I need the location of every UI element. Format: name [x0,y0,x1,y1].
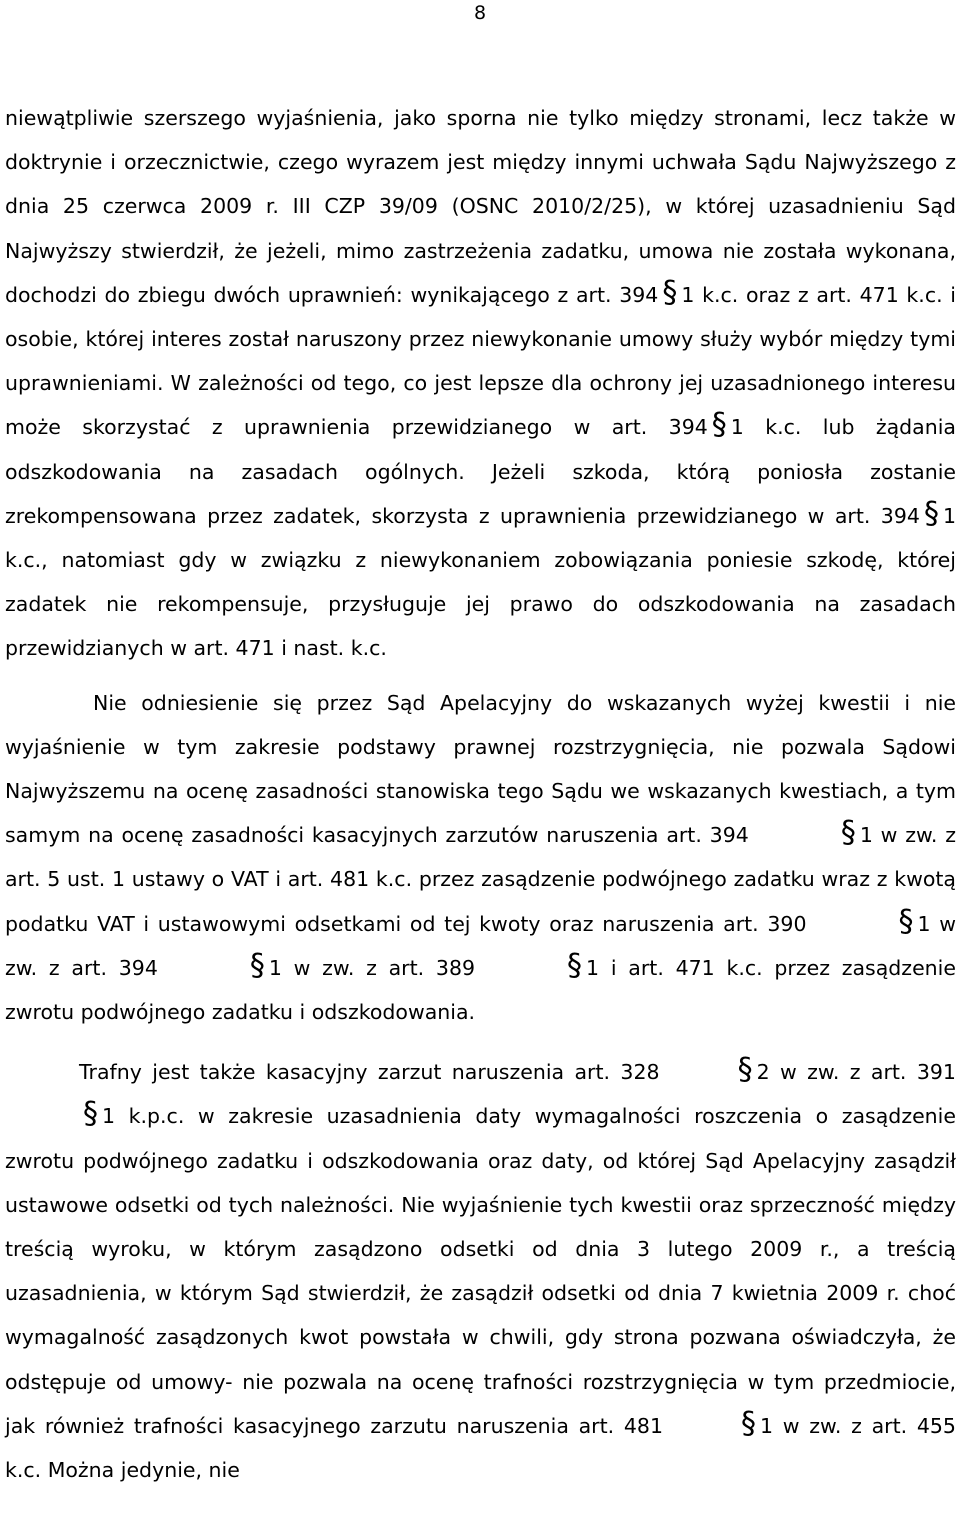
text-span: 2 w zw. z art. 391 [756,1060,956,1085]
text-span: Trafny jest także kasacyjny zarzut naruszenia art. 328 [79,1060,660,1085]
paragraph-zarzut-328: Trafny jest także kasacyjny zarzut naruszenia art. 328 § 2 w zw. z art. 391§ 1 k.p.c. w zakresie uzasadnienia daty wymagalności roszczenia o zasądzenie zwrotu podwójnego zadatku i odszkodowania oraz daty, od której Sąd Apelacyjny zasądził ustawowe odsetki od tych należności. Nie wyjaśnienie tych kwestii oraz sprzeczność między treścią wyroku, w którym zasądzono odsetki od dnia 3 lutego 2009 r., a treścią uzasadnienia, w którym Sąd stwierdził, że zasądził odsetki od dnia 7 kwietnia 2009 r. choć wymagalność zasądzonych kwot powstała w chwili, gdy strona pozwana oświadczyła, że odstępuje od umowy- nie pozwala na ocenę trafności rozstrzygnięcia w tym przedmiocie, jak również trafności kasacyjnego zarzutu naruszenia art. 481 § 1 w zw. z art. 455 k.c. Można jedynie, nie [5,1052,956,1483]
text-span: 1 w zw. z art. 394 [5,911,956,980]
text-span: niewątpliwie szerszego wyjaśnienia, jako sporna nie tylko między stronami, lecz także w doktrynie i orzecznictwie, czego wyrazem jest między innymi uchwała Sądu Najwyższego z dnia 25 czerwca 2009 r. III CZP 39/09 (OSNC 2010/2/25), w której uzasadnieniu Sąd Najwyższy stwierdził, że jeżeli, mimo zastrzeżenia zadatku, umowa nie została wykonana, dochodzi do zbiegu dwóch uprawnień: wynikającego z art. 394 [5,106,956,307]
text-span: 1 k.c. oraz z art. 471 k.c. i osobie, której interes został naruszony przez niewykonanie umowy służy wybór między tymi uprawnieniami. W zależności od tego, co jest lepsze dla ochrony jej uzasadnionego interesu może skorzystać z uprawnienia przewidzianego w art. 394 [5,282,956,440]
paragraph-zadatek-uprawnienia: niewątpliwie szerszego wyjaśnienia, jako sporna nie tylko między stronami, lecz także w doktrynie i orzecznictwie, czego wyrazem jest między innymi uchwała Sądu Najwyższego z dnia 25 czerwca 2009 r. III CZP 39/09 (OSNC 2010/2/25), w której uzasadnieniu Sąd Najwyższy stwierdził, że jeżeli, mimo zastrzeżenia zadatku, umowa nie została wykonana, dochodzi do zbiegu dwóch uprawnień: wynikającego z art. 394 § 1 k.c. oraz z art. 471 k.c. i osobie, której interes został naruszony przez niewykonanie umowy służy wybór między tymi uprawnieniami. W zależności od tego, co jest lepsze dla ochrony jej uzasadnionego interesu może skorzystać z uprawnienia przewidzianego w art. 394 § 1 k.c. lub żądania odszkodowania na zasadach ogólnych. Jeżeli szkoda, którą poniosła zostanie zrekompensowana przez zadatek, skorzysta z uprawnienia przewidzianego w art. 394 § 1 k.c., natomiast gdy w związku z niewykonaniem zobowiązania poniesie szkodę, której zadatek nie rekompensuje, przysługuje jej prawo do odszkodowania na zasadach przewidzianych w art. 471 i nast. k.c. [5,106,956,661]
page-number: 8 [473,2,487,24]
text-span: Nie odniesienie się przez Sąd Apelacyjny do wskazanych wyżej kwestii i nie wyjaśnienie w tym zakresie podstawy prawnej rozstrzygnięcia, nie pozwala Sądowi Najwyższemu na ocenę zasadności stanowiska tego Sądu we wskazanych kwestiach, a tym samym na ocenę zasadności kasacyjnych zarzutów naruszenia art. 394 [5,690,956,848]
text-span: 1 w zw. z art. 5 ust. 1 ustawy o VAT i art. 481 k.c. przez zasądzenie podwójnego zadatku wraz z kwotą podatku VAT i ustawowymi odsetkami od tej kwoty oraz naruszenia art. 390 [5,823,956,936]
text-span: 1 w zw. z art. 455 k.c. Można jedynie, nie [5,1413,956,1483]
text-span: 1 k.c., natomiast gdy w związku z niewykonaniem zobowiązania poniesie szkodę, której zadatek nie rekompensuje, przysługuje jej prawo do odszkodowania na zasadach przewidzianych w art. 471 i nast. k.c. [5,503,956,661]
paragraph-sad-apelacyjny: Nie odniesienie się przez Sąd Apelacyjny do wskazanych wyżej kwestii i nie wyjaśnienie w tym zakresie podstawy prawnej rozstrzygnięcia, nie pozwala Sądowi Najwyższemu na ocenę zasadności stanowiska tego Sądu we wskazanych kwestiach, a tym samym na ocenę zasadności kasacyjnych zarzutów naruszenia art. 394 § 1 w zw. z art. 5 ust. 1 ustawy o VAT i art. 481 k.c. przez zasądzenie podwójnego zadatku wraz z kwotą podatku VAT i ustawowymi odsetkami od tej kwoty oraz naruszenia art. 390 § 1 w zw. z art. 394 § 1 w zw. z art. 389 § 1 i art. 471 k.c. przez zasądzenie zwrotu podwójnego zadatku i odszkodowania. [5,690,956,1025]
document-text [5,96,956,1492]
text-span: 1 k.p.c. w zakresie uzasadnienia daty wymagalności roszczenia o zasądzenie zwrotu podwójnego zadatku i odszkodowania oraz daty, od której Sąd Apelacyjny zasądził ustawowe odsetki od tych należności. Nie wyjaśnienie tych kwestii oraz sprzeczność między treścią wyroku, w którym zasądzono odsetki od dnia 3 lutego 2009 r., a treścią uzasadnienia, w którym Sąd stwierdził, że zasądził odsetki od dnia 7 kwietnia 2009 r. choć wymagalność zasądzonych kwot powstała w chwili, gdy strona pozwana oświadczyła, że odstępuje od umowy- nie pozwala na ocenę trafności rozstrzygnięcia w tym przedmiocie, jak również trafności kasacyjnego zarzutu naruszenia art. 481 [5,1104,956,1438]
text-span: 1 i art. 471 k.c. przez zasądzenie zwrotu podwójnego zadatku i odszkodowania. [5,955,956,1025]
text-span: 1 k.c. lub żądania odszkodowania na zasadach ogólnych. Jeżeli szkoda, którą poniosła zostanie zrekompensowana przez zadatek, skorzysta z uprawnienia przewidzianego w art. 394 [5,415,956,528]
text-span: 1 w zw. z art. 389 [268,955,476,980]
